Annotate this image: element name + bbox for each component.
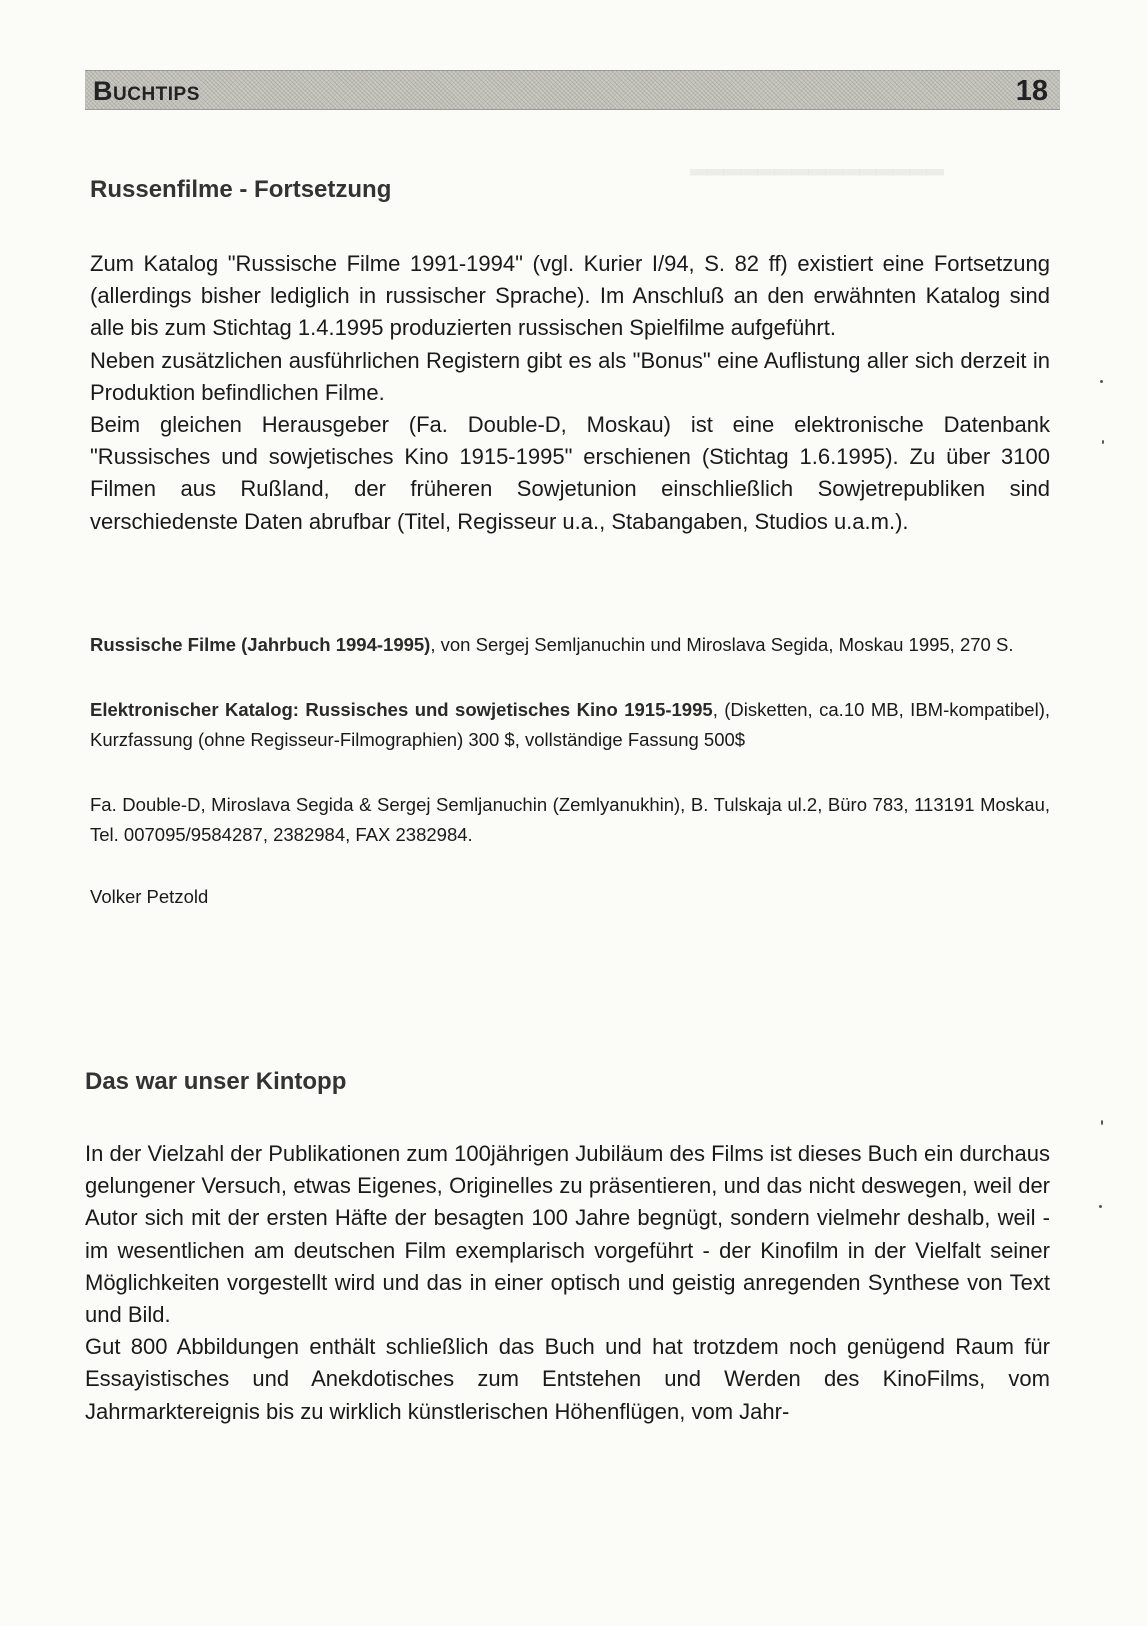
catalog-details: , (Disketten, ca.10 MB, IBM-kompatibel), Kurzfassung (ohne Regisseur-Filmographien) 300 $, vollständige Fassung 500$ (90, 699, 1050, 750)
scan-speck (1099, 1205, 1102, 1208)
book-title: Russische Filme (Jahrbuch 1994-1995) (90, 634, 431, 655)
article-body (90, 248, 1050, 538)
paragraph: Beim gleichen Herausgeber (Fa. Double-D, Moskau) ist eine elektronische Datenbank "Russisches und sowjetisches Kino 1915-1995" erschienen (Stichtag 1.6.1995). Zu über 3100 Filmen aus Rußland, der früheren Sowjetunion einschließlich Sowjetrepubliken sind verschiedenste Daten abrufbar (Titel, Regisseur u.a., Stabangaben, Studios u.a.m.). (90, 412, 1050, 534)
paragraph: Gut 800 Abbildungen enthält schließlich das Buch und hat trotzdem noch genügend Raum für Essayistisches und Anekdotisches zum Entstehen und Werden des KinoFilms, vom Jahrmarktereignis bis zu wirklich künstlerischen Höhenflügen, vom Jahr- (85, 1334, 1050, 1424)
catalog-title: Elektronischer Katalog: Russisches und sowjetisches Kino 1915-1995 (90, 699, 713, 720)
section-title: Buchtips (93, 76, 200, 106)
scan-speck (1101, 1120, 1103, 1125)
bleed-through-decoration: ▂▂▂▂▂▂▂▂▂▂▂▂▂▂▂ (690, 150, 944, 175)
publisher-address: Fa. Double-D, Miroslava Segida & Sergej Semljanuchin (Zemlyanukhin), B. Tulskaja ul.2, Büro 783, 113191 Moskau, Tel. 007095/9584287, 2382984, FAX 2382984. (90, 794, 1050, 845)
page-header-bar (85, 70, 1060, 110)
paragraph: Zum Katalog "Russische Filme 1991-1994" (vgl. Kurier I/94, S. 82 ff) existiert eine Fortsetzung (allerdings bisher lediglich in russischer Sprache). Im Anschluß an den erwähnten Katalog sind alle bis zum Stichtag 1.4.1995 produzierten russischen Spielfilme aufgeführt. (90, 251, 1050, 341)
article-heading: Das war unser Kintopp (85, 1068, 347, 1095)
scan-speck (1102, 440, 1104, 444)
article-body (85, 1138, 1050, 1428)
book-details: , von Sergej Semljanuchin und Miroslava Segida, Moskau 1995, 270 S. (430, 634, 1014, 655)
article-heading: Russenfilme - Fortsetzung (90, 176, 392, 203)
author-name: Volker Petzold (90, 886, 209, 907)
page-number: 18 (1015, 75, 1048, 107)
book-reference (90, 630, 1050, 660)
scan-speck (1100, 380, 1103, 383)
catalog-reference (90, 695, 1050, 755)
paragraph: Neben zusätzlichen ausführlichen Registern gibt es als "Bonus" eine Auflistung aller sich derzeit in Produktion befindlichen Filme. (90, 347, 1050, 405)
paragraph: In der Vielzahl der Publikationen zum 100jährigen Jubiläum des Films ist dieses Buch ein durchaus gelungener Versuch, etwas Eigenes, Originelles zu präsentieren, und das nicht deswegen, weil der Autor sich mit der ersten Häfte der besagten 100 Jahre begnügt, sondern vielmehr deshalb, weil - im wesentlichen am deutschen Film exemplarisch vorgeführt - der Kinofilm in der Vielfalt seiner Möglichkeiten vorgestellt wird und das in einer optisch und geistig anregenden Synthese von Text und Bild. (85, 1141, 1050, 1328)
